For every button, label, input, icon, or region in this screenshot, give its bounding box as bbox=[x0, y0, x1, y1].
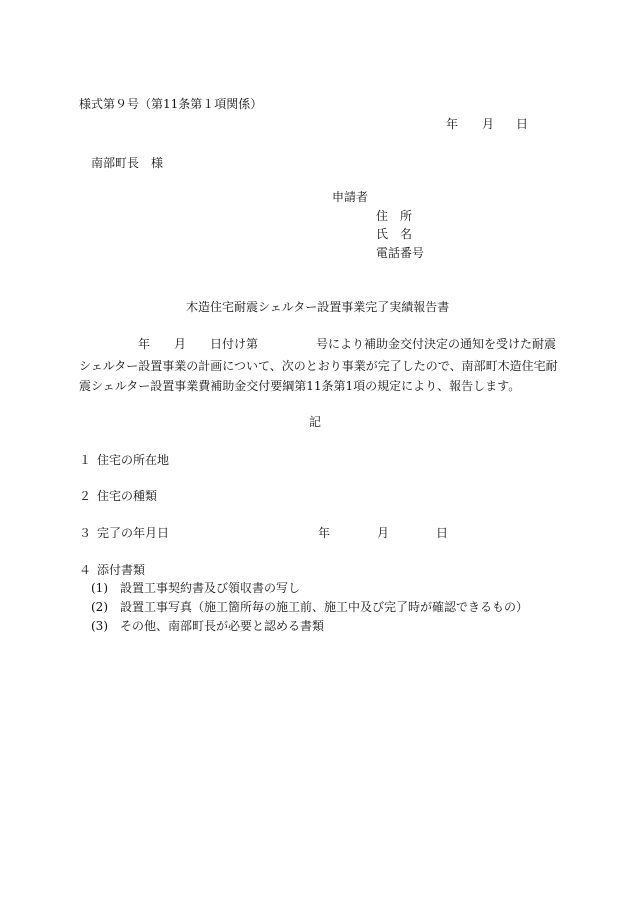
attachment-no: (1) bbox=[91, 581, 108, 595]
item-no: １ bbox=[79, 453, 92, 467]
address-label: 住 所 bbox=[376, 209, 413, 223]
attachment-no: (3) bbox=[91, 619, 108, 633]
date-day-label: 日 bbox=[516, 117, 529, 131]
intro-year: 年 bbox=[138, 337, 151, 351]
completion-day-label: 日 bbox=[436, 526, 449, 540]
intro-line1-rest: 号により補助金交付決定の通知を受けた耐震 bbox=[316, 337, 557, 351]
report-title: 木造住宅耐震シェルター設置事業完了実績報告書 bbox=[186, 300, 450, 314]
item-label: 完了の年月日 bbox=[97, 526, 170, 540]
form-number: 様式第９号（第11条第１項関係） bbox=[79, 97, 263, 111]
intro-day-no: 日付け第 bbox=[210, 337, 259, 351]
intro-line2: シェルター設置事業の計画について、次のとおり事業が完了したので、南部町木造住宅耐 bbox=[79, 359, 558, 373]
date-month-label: 月 bbox=[482, 117, 495, 131]
addressee: 南部町長 様 bbox=[91, 156, 164, 170]
ki-heading: 記 bbox=[309, 415, 322, 429]
attachment-text: 設置工事写真（施工箇所毎の施工前、施工中及び完了時が確認できるもの） bbox=[120, 600, 529, 614]
phone-label: 電話番号 bbox=[376, 246, 425, 260]
attachment-no: (2) bbox=[91, 600, 108, 614]
completion-month-label: 月 bbox=[377, 526, 390, 540]
intro-line3: 震シェルター設置事業費補助金交付要綱第11条第1項の規定により、報告します。 bbox=[79, 379, 521, 393]
name-label: 氏 名 bbox=[376, 227, 413, 241]
attachment-text: その他、南部町長が必要と認める書類 bbox=[120, 619, 325, 633]
completion-year-label: 年 bbox=[318, 526, 331, 540]
item-no: ３ bbox=[79, 526, 92, 540]
applicant-title: 申請者 bbox=[332, 190, 369, 204]
item-label: 住宅の所在地 bbox=[97, 453, 170, 467]
item-label: 住宅の種類 bbox=[97, 489, 158, 503]
intro-month: 月 bbox=[174, 337, 187, 351]
date-year-label: 年 bbox=[446, 117, 459, 131]
item-label: 添付書類 bbox=[97, 563, 146, 577]
item-no: ２ bbox=[79, 489, 92, 503]
item-no: ４ bbox=[79, 563, 92, 577]
attachment-text: 設置工事契約書及び領収書の写し bbox=[120, 581, 301, 595]
